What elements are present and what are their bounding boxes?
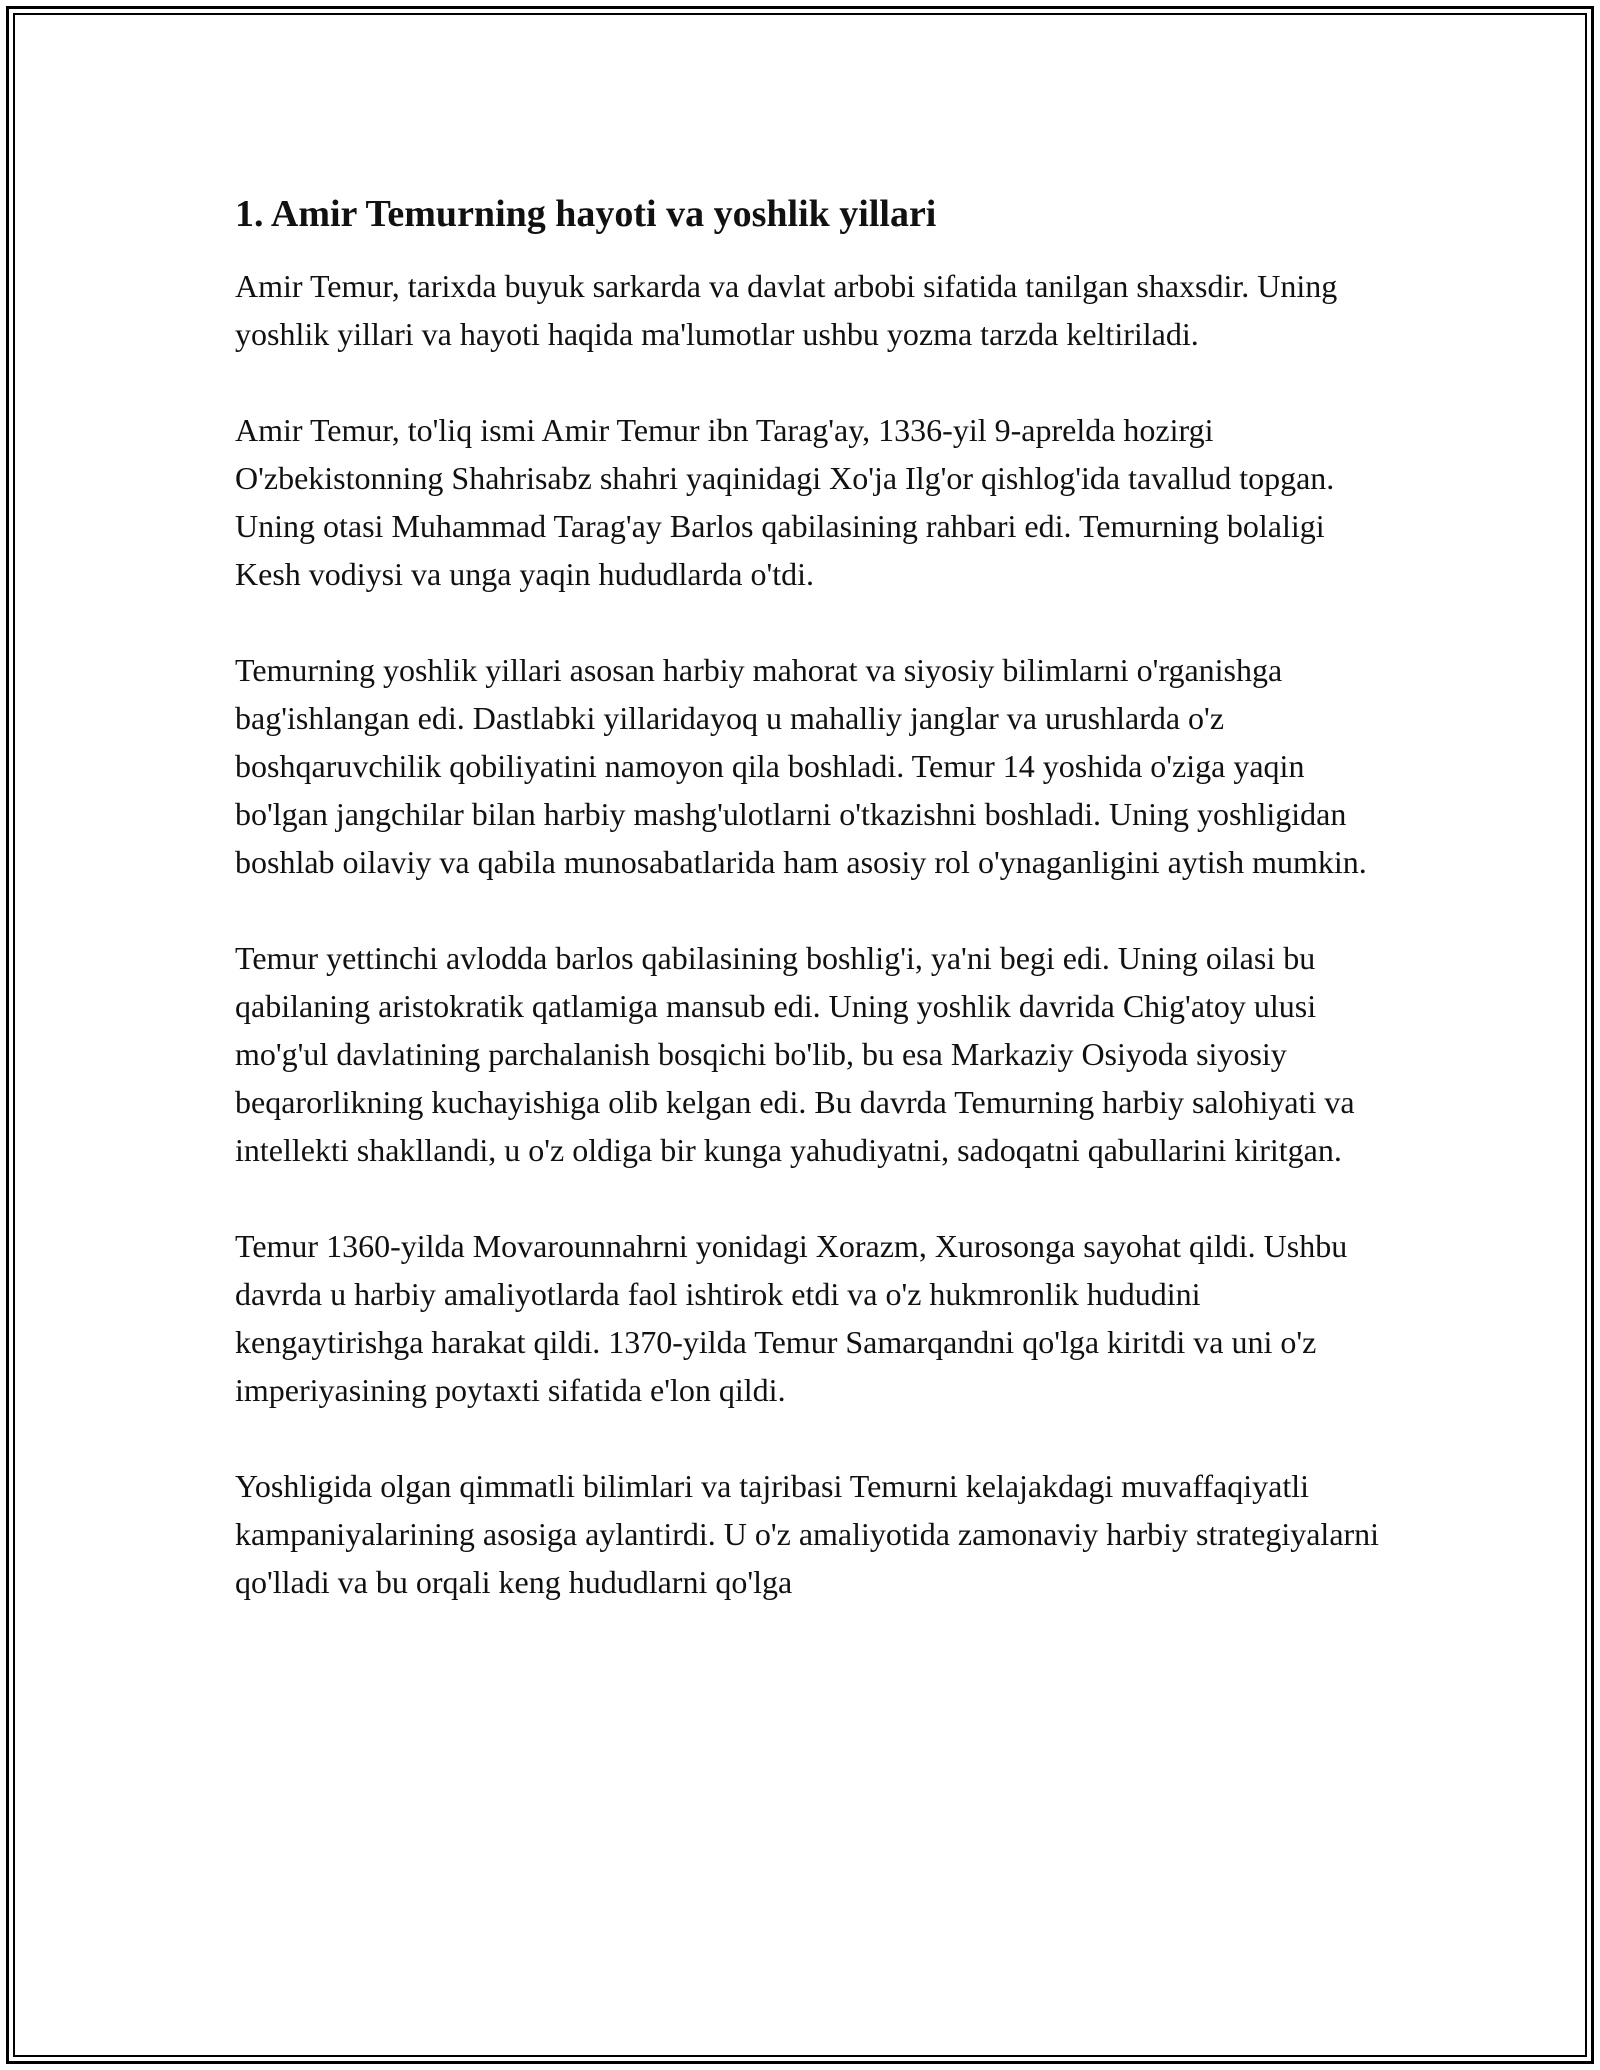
paragraph-campaigns: Temur 1360-yilda Movarounnahrni yonidagi Xorazm, Xurosonga sayohat qildi. Ushbu davrda u harbiy amaliyotlarda faol ishtirok etdi va o'z hukmronlik hududini kengaytirishga harakat qildi. 1370-yilda Temur Samarqandni qo'lga kiritdi va uni o'z imperiyasining poytaxti sifatida e'lon qildi.	[235, 1228, 1348, 1408]
paragraph-youth: Temurning yoshlik yillari asosan harbiy mahorat va siyosiy bilimlarni o'rganishga bag'ishlangan edi. Dastlabki yillaridayoq u mahalliy janglar va urushlarda o'z boshqaruvchilik qobiliyatini namoyon qila boshladi. Temur 14 yoshida o'ziga yaqin bo'lgan jangchilar bilan harbiy mashg'ulotlarni o'tkazishni boshladi. Uning yoshligidan boshlab oilaviy va qabila munosabatlarida ham asosiy rol o'ynaganligini aytish mumkin.	[235, 652, 1367, 880]
paragraph-lineage: Temur yettinchi avlodda barlos qabilasining boshlig'i, ya'ni begi edi. Uning oilasi bu qabilaning aristokratik qatlamiga mansub edi. Uning yoshlik davrida Chig'atoy ulusi mo'g'ul davlatining parchalanish bosqichi bo'lib, bu esa Markaziy Osiyoda siyosiy beqarorlikning kuchayishiga olib kelgan edi. Bu davrda Temurning harbiy salohiyati va intellekti shakllandi, u o'z oldiga bir kunga yahudiyatni, sadoqatni qabullarini kiritgan.	[235, 940, 1355, 1168]
paragraph-intro: Amir Temur, tarixda buyuk sarkarda va davlat arbobi sifatida tanilgan shaxsdir. Uning yoshlik yillari va hayoti haqida ma'lumotlar ushbu yozma tarzda keltiriladi.	[235, 268, 1338, 352]
document-body	[235, 188, 1385, 1606]
paragraph-birth: Amir Temur, to'liq ismi Amir Temur ibn Tarag'ay, 1336-yil 9-aprelda hozirgi O'zbekistonning Shahrisabz shahri yaqinidagi Xo'ja Ilg'or qishlog'ida tavallud topgan. Uning otasi Muhammad Tarag'ay Barlos qabilasining rahbari edi. Temurning bolaligi Kesh vodiysi va unga yaqin hududlarda o'tdi.	[235, 412, 1335, 592]
paragraph-legacy: Yoshligida olgan qimmatli bilimlari va tajribasi Temurni kelajakdagi muvaffaqiyatli kampaniyalarining asosiga aylantirdi. U o'z amaliyotida zamonaviy harbiy strategiyalarni qo'lladi va bu orqali keng hududlarni qo'lga	[235, 1468, 1380, 1600]
section-heading: 1. Amir Temurning hayoti va yoshlik yillari	[235, 193, 937, 235]
